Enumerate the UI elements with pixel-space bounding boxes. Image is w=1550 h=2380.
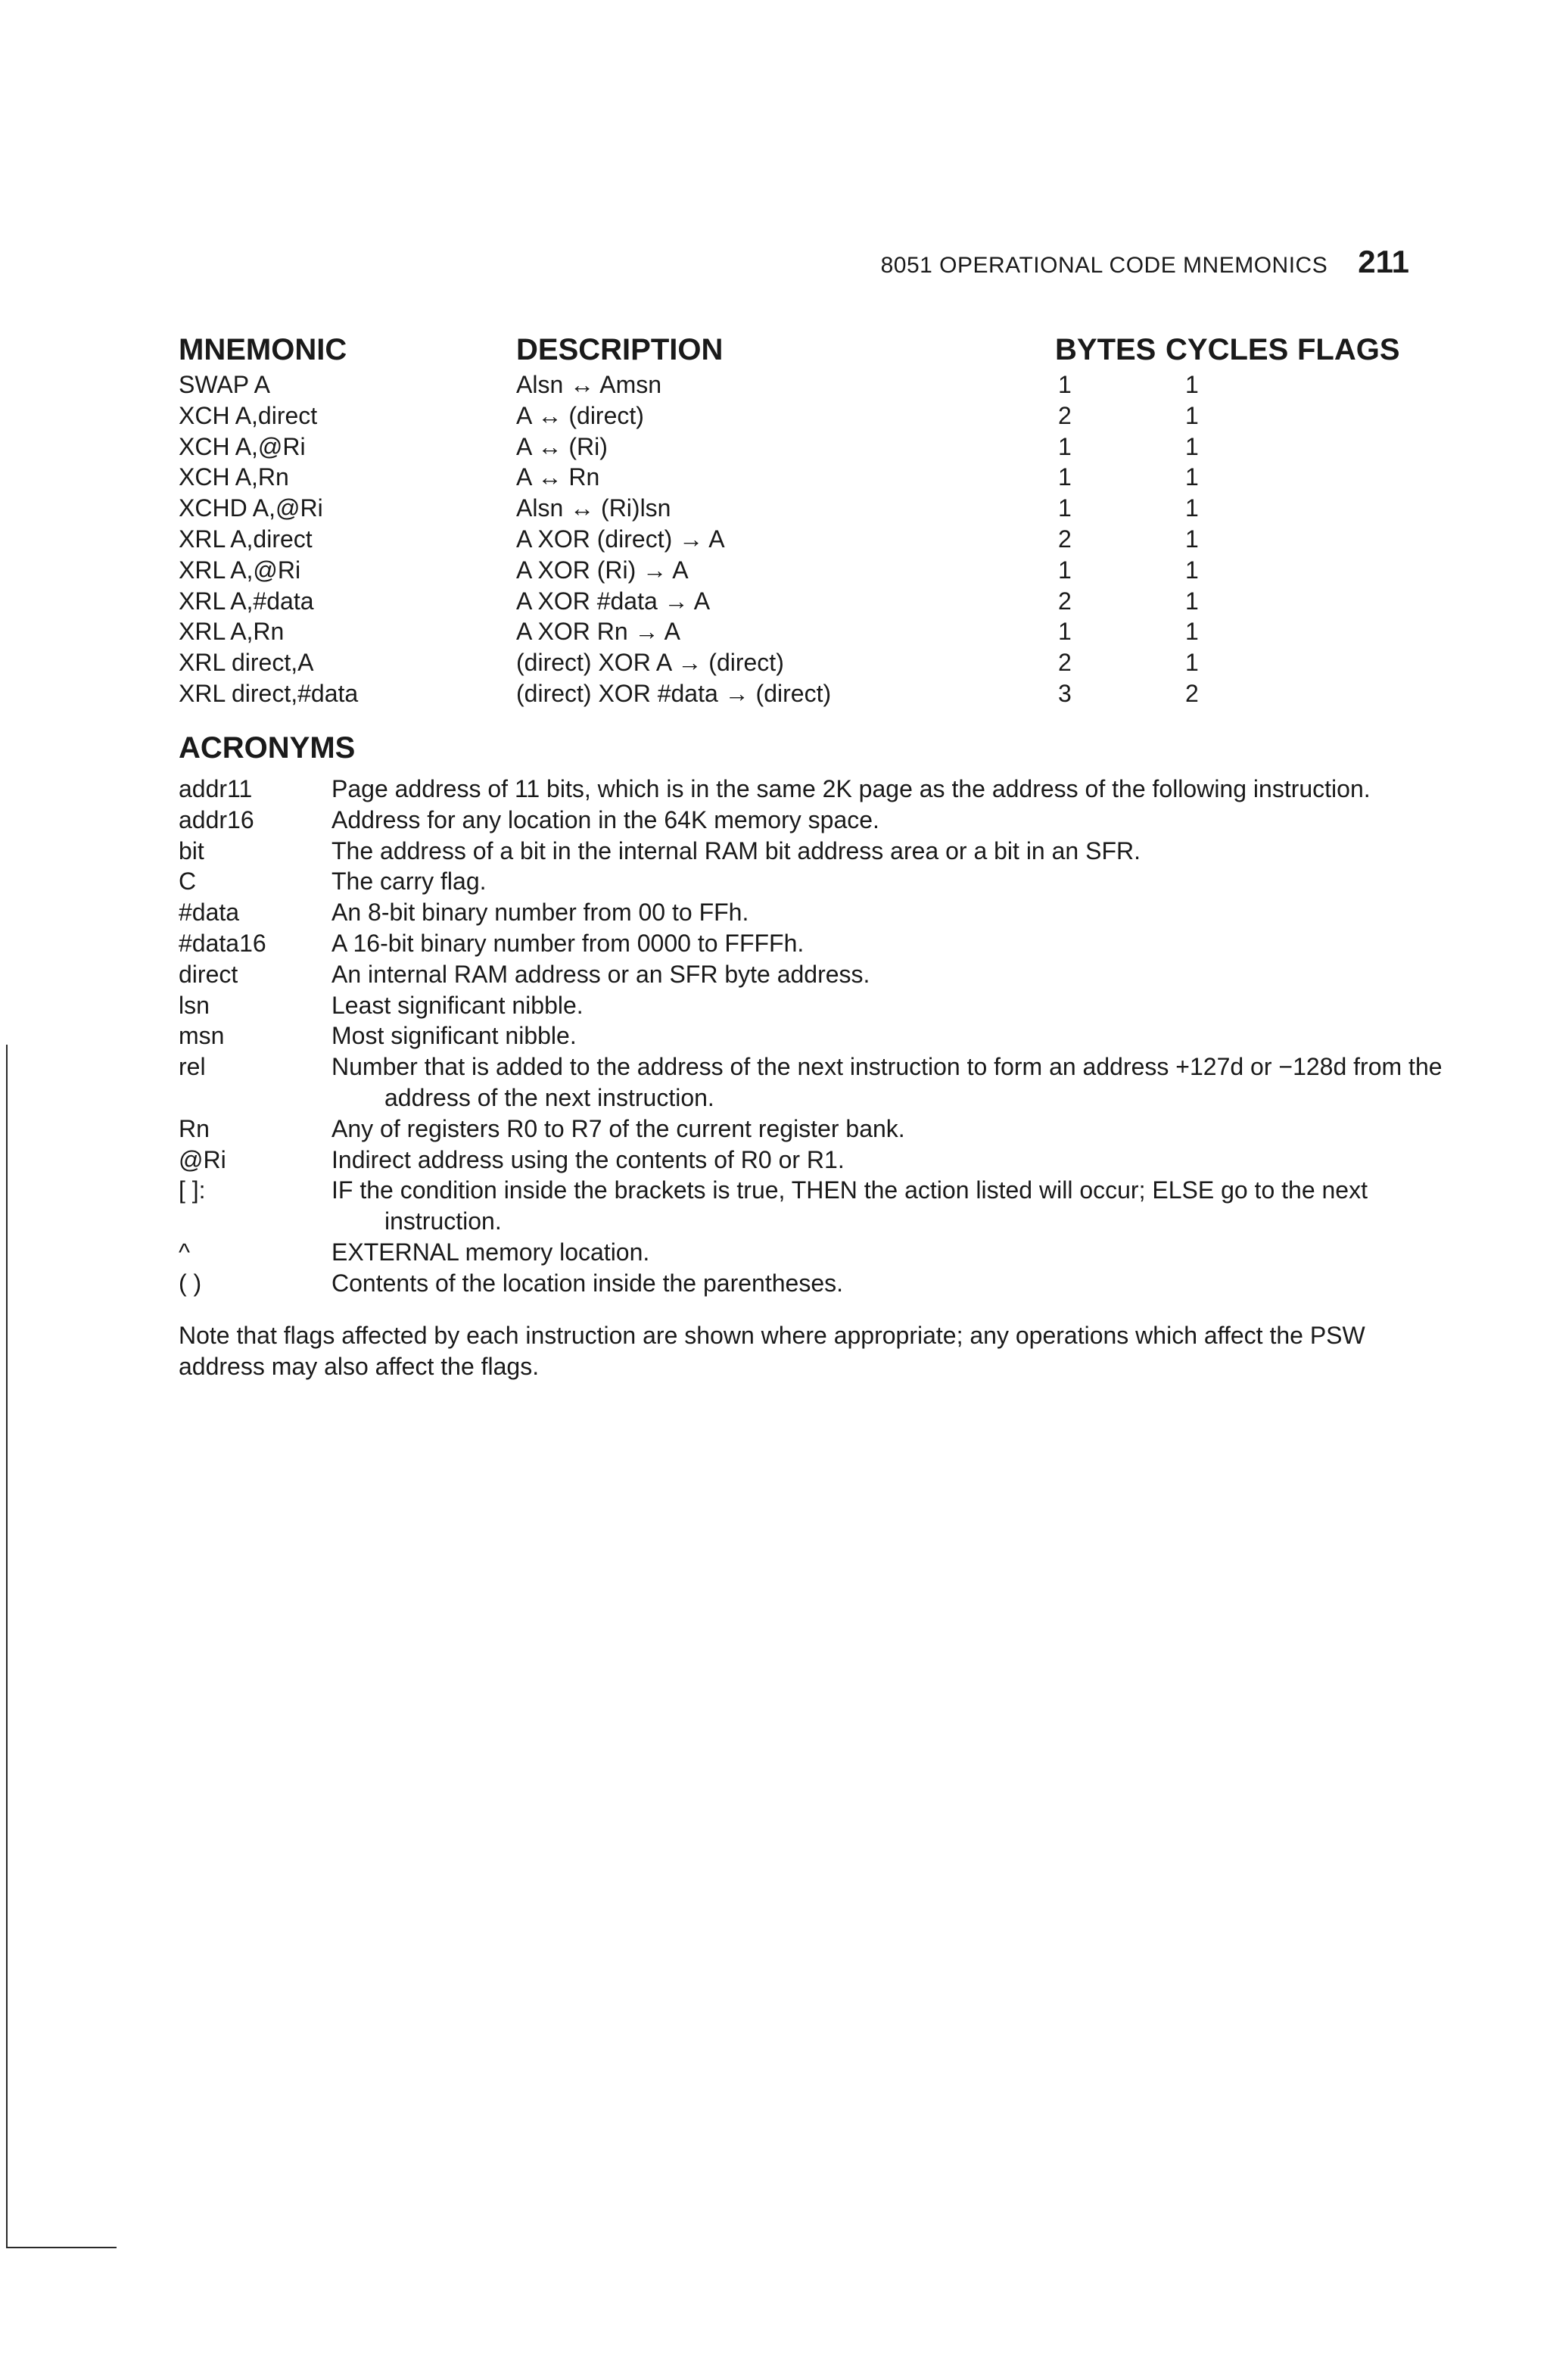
- cell-bytes: 1: [1058, 618, 1072, 646]
- cell-mnemonic: XRL A,Rn: [179, 618, 285, 646]
- acronym-term: addr11: [179, 775, 253, 802]
- cell-bytes: 3: [1058, 679, 1072, 707]
- cell-cycles: 1: [1185, 587, 1199, 615]
- footnote: Note that flags affected by each instruction are shown where appropriate; any operations which affect the PSW address may also affect the flags.: [179, 1322, 1365, 1380]
- cell-mnemonic: XRL direct,#data: [179, 679, 359, 707]
- cell-bytes: 2: [1058, 525, 1072, 553]
- acronym-definition: The carry flag.: [331, 868, 487, 896]
- mnemonic-table: [179, 333, 1459, 711]
- cell-mnemonic: XRL direct,A: [179, 649, 314, 677]
- table-body: [179, 371, 1459, 711]
- acronym-definition: An 8-bit binary number from 00 to FFh.: [331, 899, 749, 927]
- acronym-term: rel: [179, 1053, 206, 1081]
- cell-mnemonic: XCH A,@Ri: [179, 432, 306, 460]
- table-row: [179, 463, 1459, 494]
- cell-bytes: 2: [1058, 649, 1072, 677]
- acronym-term: direct: [179, 960, 238, 988]
- cell-mnemonic: XCHD A,@Ri: [179, 494, 323, 522]
- acronym-term: @Ri: [179, 1145, 226, 1173]
- cell-mnemonic: SWAP A: [179, 371, 270, 398]
- acronym-term: #data: [179, 899, 240, 927]
- acronym-item: [179, 805, 1459, 836]
- cell-description: A XOR Rn → A: [516, 618, 680, 646]
- acronym-definition: Number that is added to the address of the next instruction to form an address +127d or −128d from the address of the next instruction.: [331, 1053, 1443, 1111]
- acronym-definition: An internal RAM address or an SFR byte address.: [331, 960, 870, 988]
- cell-cycles: 1: [1185, 401, 1199, 429]
- cell-bytes: 1: [1058, 371, 1072, 398]
- acronym-term: bit: [179, 836, 204, 864]
- page-number: 211: [1358, 244, 1409, 279]
- acronyms-list: [179, 774, 1459, 1299]
- cell-mnemonic: XRL A,#data: [179, 587, 314, 615]
- cell-bytes: 1: [1058, 494, 1072, 522]
- acronym-item: [179, 990, 1459, 1021]
- acronym-term: ^: [179, 1238, 191, 1266]
- cell-description: A XOR (Ri) → A: [516, 556, 689, 584]
- acronym-definition: Any of registers R0 to R7 of the current register bank.: [331, 1114, 905, 1142]
- acronym-term: msn: [179, 1022, 225, 1050]
- table-row: [179, 494, 1459, 525]
- cell-bytes: 1: [1058, 556, 1072, 584]
- column-header-description: DESCRIPTION: [516, 333, 724, 366]
- acronym-definition: Indirect address using the contents of R0 or R1.: [331, 1145, 845, 1173]
- acronym-term: [ ]:: [179, 1176, 206, 1204]
- acronym-item: [179, 959, 1459, 990]
- table-row: [179, 649, 1459, 680]
- column-header-cycles: CYCLES: [1166, 333, 1289, 366]
- table-row: [179, 556, 1459, 587]
- acronym-term: Rn: [179, 1114, 210, 1142]
- cell-cycles: 1: [1185, 371, 1199, 398]
- acronym-definition: Most significant nibble.: [331, 1022, 577, 1050]
- table-row: [179, 433, 1459, 464]
- margin-rule-foot: [6, 2247, 117, 2248]
- table-row: [179, 587, 1459, 618]
- cell-mnemonic: XCH A,Rn: [179, 463, 289, 491]
- acronym-item: [179, 1051, 1459, 1114]
- cell-mnemonic: XRL A,direct: [179, 525, 313, 553]
- column-header-bytes: BYTES: [1055, 333, 1156, 366]
- cell-cycles: 1: [1185, 463, 1199, 491]
- acronym-item: [179, 1020, 1459, 1051]
- acronym-definition: Least significant nibble.: [331, 991, 584, 1019]
- table-row: [179, 525, 1459, 556]
- cell-description: A ↔ (Ri): [516, 432, 608, 460]
- running-title: 8051 OPERATIONAL CODE MNEMONICS: [880, 253, 1328, 278]
- acronym-item: [179, 1268, 1459, 1299]
- acronym-definition: A 16-bit binary number from 0000 to FFFFh.: [331, 929, 805, 957]
- cell-description: A XOR #data → A: [516, 587, 711, 615]
- cell-cycles: 1: [1185, 618, 1199, 646]
- table-row: [179, 371, 1459, 402]
- cell-description: A ↔ (direct): [516, 401, 644, 429]
- acronym-item: [179, 774, 1459, 805]
- acronym-item: [179, 836, 1459, 867]
- acronym-item: [179, 1114, 1459, 1145]
- acronym-term: C: [179, 868, 197, 896]
- acronym-definition: Page address of 11 bits, which is in the same 2K page as the address of the following instruction.: [331, 775, 1371, 802]
- acronym-item: [179, 1145, 1459, 1176]
- table-row: [179, 680, 1459, 711]
- cell-bytes: 1: [1058, 463, 1072, 491]
- cell-description: (direct) XOR A → (direct): [516, 649, 784, 677]
- cell-description: A XOR (direct) → A: [516, 525, 725, 553]
- cell-bytes: 1: [1058, 432, 1072, 460]
- cell-description: (direct) XOR #data → (direct): [516, 679, 832, 707]
- column-header-mnemonic: MNEMONIC: [179, 333, 347, 366]
- acronym-definition: IF the condition inside the brackets is true, THEN the action listed will occur; ELSE go to the next instruction.: [331, 1176, 1368, 1235]
- table-row: [179, 402, 1459, 433]
- running-header: [881, 244, 1409, 280]
- acronym-definition: The address of a bit in the internal RAM bit address area or a bit in an SFR.: [331, 836, 1141, 864]
- acronym-definition: Address for any location in the 64K memory space.: [331, 805, 879, 833]
- acronym-definition: Contents of the location inside the parentheses.: [331, 1269, 843, 1297]
- cell-cycles: 1: [1185, 649, 1199, 677]
- cell-mnemonic: XCH A,direct: [179, 401, 318, 429]
- table-header-row: [179, 333, 1459, 371]
- margin-rule: [6, 1045, 8, 2248]
- acronym-term: lsn: [179, 991, 210, 1019]
- acronym-item: [179, 1175, 1459, 1237]
- column-header-flags: FLAGS: [1297, 333, 1400, 366]
- cell-cycles: 1: [1185, 525, 1199, 553]
- acronym-item: [179, 866, 1459, 897]
- cell-description: Alsn ↔ (Ri)lsn: [516, 494, 671, 522]
- acronyms-title: ACRONYMS: [179, 731, 356, 765]
- cell-bytes: 2: [1058, 401, 1072, 429]
- cell-description: A ↔ Rn: [516, 463, 600, 491]
- acronym-term: #data16: [179, 929, 266, 957]
- cell-mnemonic: XRL A,@Ri: [179, 556, 301, 584]
- cell-cycles: 1: [1185, 432, 1199, 460]
- table-row: [179, 618, 1459, 649]
- cell-bytes: 2: [1058, 587, 1072, 615]
- acronym-definition: EXTERNAL memory location.: [331, 1238, 650, 1266]
- cell-cycles: 1: [1185, 494, 1199, 522]
- acronym-item: [179, 928, 1459, 959]
- acronym-term: ( ): [179, 1269, 202, 1297]
- acronym-item: [179, 1237, 1459, 1268]
- cell-description: Alsn ↔ Amsn: [516, 371, 662, 398]
- acronym-term: addr16: [179, 805, 254, 833]
- cell-cycles: 1: [1185, 556, 1199, 584]
- cell-cycles: 2: [1185, 679, 1199, 707]
- acronym-item: [179, 897, 1459, 928]
